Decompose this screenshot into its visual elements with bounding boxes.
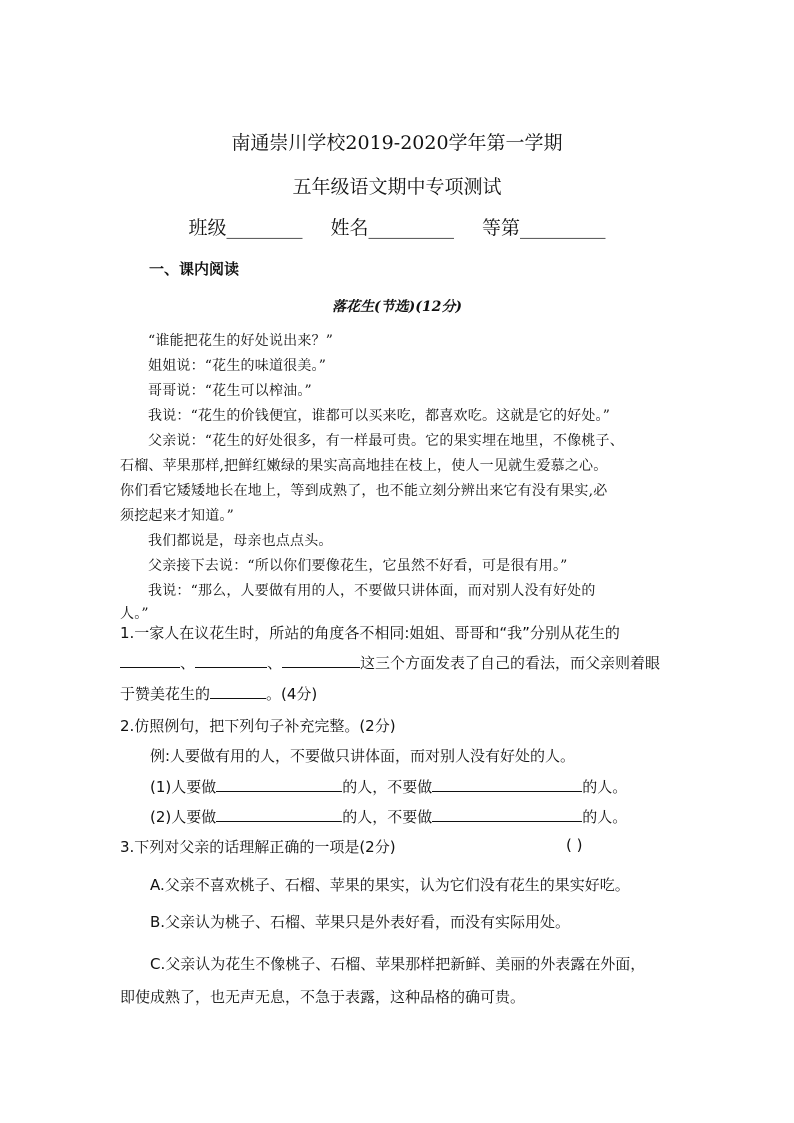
answer-blank[interactable] [216,777,342,792]
passage-paragraph: 须挖起来才知道。” [120,508,234,524]
passage-paragraph: 父亲接下去说：“所以你们要像花生，它虽然不好看，可是很有用。” [148,558,568,574]
answer-blank[interactable] [432,807,582,822]
option-b[interactable]: B.父亲认为桃子、石榴、苹果只是外表好看，而没有实际用处。 [150,913,571,931]
answer-blank[interactable] [282,653,360,668]
question-2-item-1: (1)人要做 的人，不要做 的人。 [150,778,628,796]
question-3-stem: 3.下列对父亲的话理解正确的一项是(2分) [120,838,396,856]
answer-blank[interactable] [216,807,342,822]
passage-paragraph: 石榴、苹果那样,把鲜红嫩绿的果实高高地挂在枝上，使人一见就生爱慕之心。 [120,458,608,474]
answer-blank[interactable] [195,653,267,668]
passage-paragraph: 姐姐说：“花生的味道很美。” [148,358,327,374]
question-2-stem: 2.仿照例句，把下列句子补充完整。(2分) [120,717,396,735]
option-a[interactable]: A.父亲不喜欢桃子、石榴、苹果的果实，认为它们没有花生的果实好吃。 [150,876,630,894]
answer-blank[interactable] [120,653,180,668]
passage-paragraph: 父亲说：“花生的好处很多，有一样最可贵。它的果实埋在地里，不像桃子、 [148,433,624,449]
passage-paragraph: 我说：“花生的价钱便宜，谁都可以买来吃，都喜欢吃。这就是它的好处。” [148,408,611,424]
question-1-line-3: 于赞美花生的 。(4分) [120,685,318,703]
exam-title: 南通崇川学校2019-2020学年第一学期 [231,132,563,154]
class-field[interactable]: 班级________ [188,217,303,239]
exam-subtitle: 五年级语文期中专项测试 [292,176,502,198]
passage-paragraph: 我说：“那么，人要做有用的人，不要做只讲体面，而对别人没有好处的 [148,583,596,599]
passage-paragraph: 哥哥说：“花生可以榨油。” [148,383,312,399]
answer-blank[interactable] [432,777,582,792]
name-field[interactable]: 姓名_________ [330,217,454,239]
option-c[interactable]: C.父亲认为花生不像桃子、石榴、苹果那样把新鲜、美丽的外表露在外面， [150,955,646,973]
question-1-stem: 1.一家人在议花生时，所站的角度各不相同:姐姐、哥哥和“我”分别从花生的 [120,624,620,642]
question-2-item-2: (2)人要做 的人，不要做 的人。 [150,808,628,826]
answer-parentheses[interactable]: ( ) [566,836,583,854]
section-heading: 一、课内阅读 [149,260,240,278]
passage-title: 落花生(节选)(12分) [332,299,462,315]
passage-paragraph: 人。” [120,606,149,622]
answer-blank[interactable] [210,684,266,699]
question-2-example: 例:人要做有用的人，不要做只讲体面，而对别人没有好处的人。 [150,747,576,765]
student-info-fields [0,213,794,240]
question-1-line-2: 、 、 这三个方面发表了自己的看法，而父亲则着眼 [120,652,660,673]
grade-field[interactable]: 等第_________ [482,217,606,239]
option-c-continued[interactable]: 即使成熟了，也无声无息，不急于表露，这种品格的确可贵。 [120,988,526,1006]
passage-paragraph: “谁能把花生的好处说出来？” [148,333,334,349]
passage-paragraph: 你们看它矮矮地长在地上，等到成熟了，也不能立刻分辨出来它有没有果实,必 [120,483,608,499]
passage-paragraph: 我们都说是，母亲也点点头。 [148,533,333,549]
